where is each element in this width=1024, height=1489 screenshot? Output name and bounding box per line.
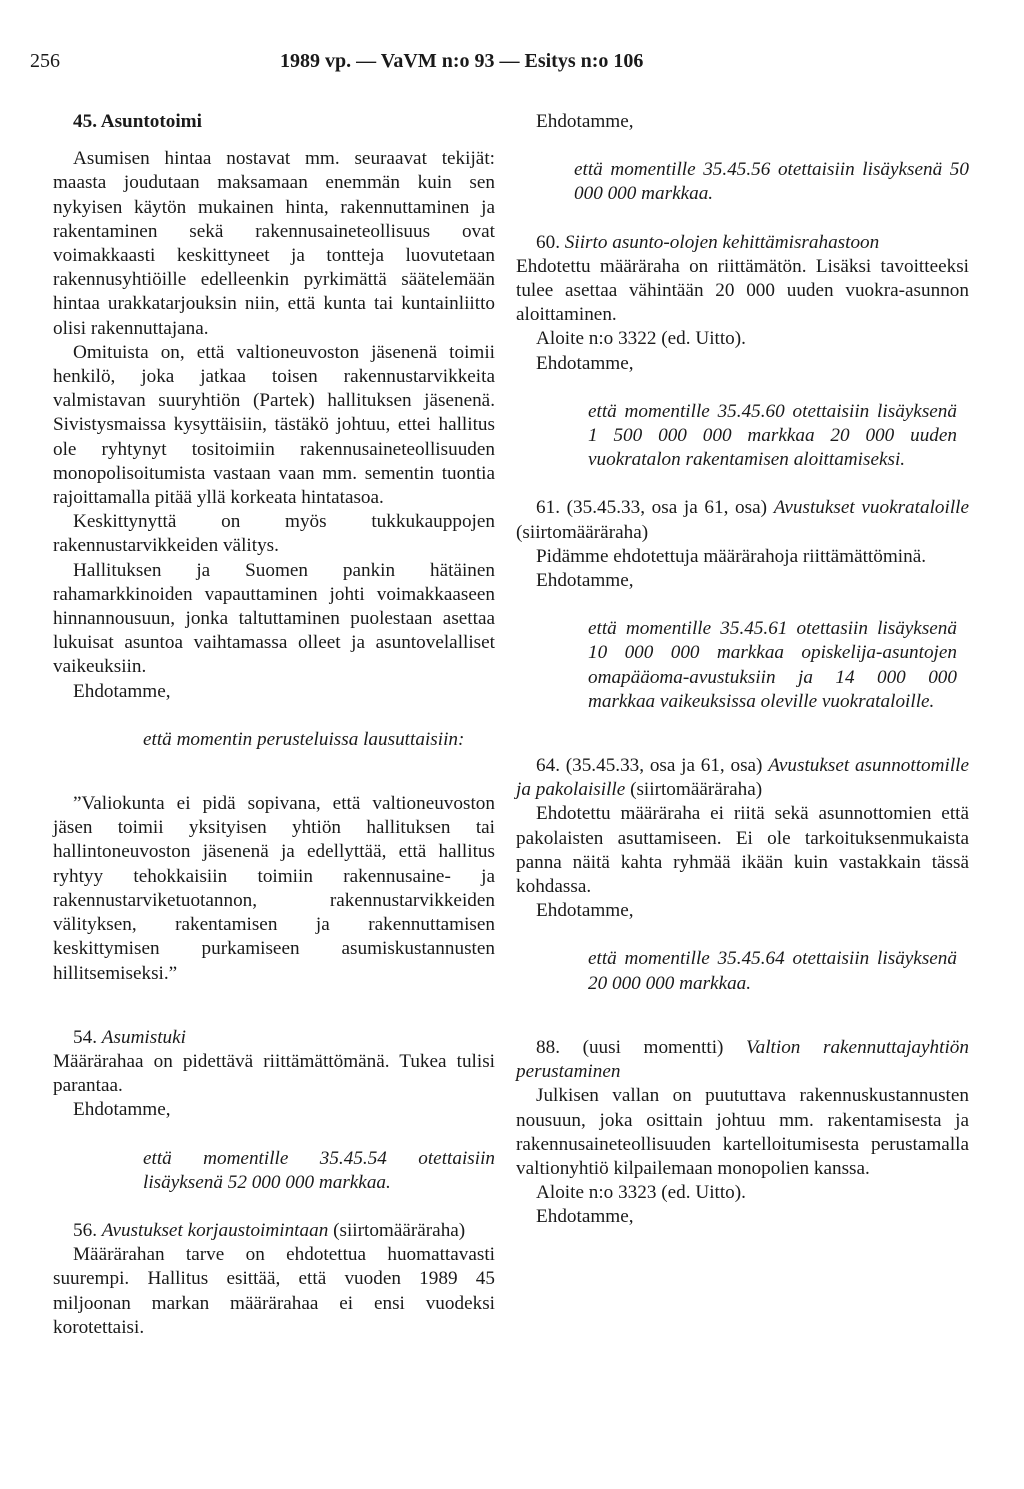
section-number: 60. (536, 231, 560, 253)
section-number: 64. (35.45.33, osa ja 61, osa) (536, 755, 763, 777)
page-number: 256 (30, 50, 60, 72)
section-54-heading (53, 1026, 495, 1050)
proposal-text: että momentille 35.45.60 otettaisiin lisäyksenä 1 500 000 000 markkaa 20 000 uuden vuokratalon rakentamisen aloittamiseksi. (588, 400, 957, 471)
paragraph: Asumisen hintaa nostavat mm. seuraavat tekijät: maasta joudutaan maksamaan enemmän kuin sen nykyisen käytön mukainen hinta, rakennuttaminen ja rakentaminen sekä rakennusaineteollisuus ovat voimakkaasti keskittyneet ja tontteja luovutetaan rakennusyhtiöille edelleenkin pyrkimättä säätelemään hintaa urakkatarjouksin niin, että kunta tai kuntainliitto olisi rakennuttajana. (53, 148, 495, 339)
paragraph: Omituista on, että valtioneuvoston jäsenenä toimii henkilö, joka jatkaa toisen rakennustarvikkeita valmistavan suuryhtiön (Partek) hallituksen jäsenenä. Sivistysmaissa kysyttäisiin, tästäkö johtuu, ettei hallitus ole ryhtynyt tositoimiin rakennusaineteollisuuden monopolisoitumista vastaan vaan mm. sementin tuontia rajoittamalla pitää yllä korkeata hintatasoa. (53, 341, 495, 509)
section-note: (siirtomääräraha) (516, 521, 649, 543)
section-title: Siirto asunto-olojen kehittämisrahastoon (564, 231, 880, 253)
proposal-intro: Ehdotamme, (536, 111, 634, 132)
paragraph: Hallituksen ja Suomen pankin hätäinen rahamarkkinoiden vapauttaminen johti voimakkaaseen hinnannousuun, jonka taltuttaminen puolestaan asettaa lukuisat asuntoa vaihtamassa olleet ja asuntovelalliset vaikeuksiin. (53, 559, 495, 678)
paragraph: Aloite n:o 3322 (ed. Uitto). (536, 328, 746, 350)
section-61-heading (516, 496, 969, 544)
section-60-heading (516, 231, 969, 255)
section-heading: 45. Asuntotoimi (73, 111, 202, 132)
proposal-text: että momentille 35.45.64 otettaisiin lisäyksenä 20 000 000 markkaa. (588, 948, 957, 994)
proposal-text: että momentille 35.45.54 otettaisiin lisäyksenä 52 000 000 markkaa. (143, 1147, 495, 1193)
left-column (53, 110, 495, 1340)
paragraph: Pidämme ehdotettuja määrärahoja riittämättöminä. (536, 545, 927, 567)
committee-quote: ”Valiokunta ei pidä sopivana, että valtioneuvoston jäsen toimii yksityisen yhtiön hallituksen tai hallintoneuvoston jäsenenä ja edellyttää, että hallitus ryhtyy tehokkaisiin toimiin rakennusaine- ja rakennustarviketuotannon, rakennustarvikkeiden välityksen, rakentamisen ja rakennuttamisen keskittymisen purkamiseen asumiskustannusten hillitsemiseksi.” (53, 793, 495, 984)
section-number: 61. (35.45.33, osa ja 61, osa) (536, 497, 768, 519)
section-title: Valtion rakennuttajayhtiön perustaminen (516, 1036, 969, 1083)
right-column (516, 110, 969, 1230)
paragraph: Määrärahan tarve on ehdotettua huomattavasti suurempi. Hallitus esittää, että vuoden 1989 45 miljoonan markan määrärahaa ei ensi vuodeksi korotettaisi. (53, 1244, 495, 1338)
proposal-text: että momentille 35.45.61 otettasiin lisäyksenä 10 000 000 markkaa opiskelija-asuntojen omapääoma-avustuksiin ja 14 000 000 markkaa vaikeuksissa oleville vuokrataloille. (588, 618, 957, 712)
paragraph: Ehdotettu määräraha ei riitä sekä asunnottomien että pakolaisten asuttamiseen. Ei ole tarkoituksenmukaista panna näitä kahta ryhmää ikään kuin vastakkain tässä kohdassa. (516, 803, 969, 898)
section-title: Avustukset korjaustoimintaan (101, 1219, 329, 1241)
section-note: (siirtomääräraha) (630, 779, 763, 801)
section-number: 88. (uusi momentti) (536, 1036, 724, 1058)
proposal-intro: Ehdotamme, (73, 1099, 171, 1121)
proposal-intro: Ehdotamme, (73, 680, 171, 702)
section-64-heading (516, 754, 969, 802)
section-title: Asumistuki (101, 1026, 186, 1048)
paragraph: Keskittynyttä on myös tukkukauppojen rakennustarvikkeiden välitys. (53, 511, 495, 557)
section-title: Avustukset vuokrataloille (773, 497, 970, 519)
running-head: 1989 vp. — VaVM n:o 93 — Esitys n:o 106 (280, 50, 644, 72)
section-88-heading (516, 1036, 969, 1084)
paragraph: Julkisen vallan on puututtava rakennuskustannusten nousuun, joka osittain johtuu mm. rakentamisesta ja rakennusaineteollisuuden kartelloitumisesta perustamalla valtionyhtiö kilpailemaan monopolien kanssa. (516, 1085, 969, 1179)
section-number: 56. (73, 1219, 97, 1241)
proposal-intro: Ehdotamme, (536, 1206, 634, 1228)
paragraph: Aloite n:o 3323 (ed. Uitto). (536, 1182, 746, 1204)
proposal-text: että momentille 35.45.56 otettaisiin lisäyksenä 50 000 000 markkaa. (574, 159, 969, 205)
proposal-text: että momentin perusteluissa lausuttaisiin: (143, 728, 465, 750)
section-56-heading (53, 1219, 495, 1243)
page-header (0, 50, 1024, 80)
proposal-intro: Ehdotamme, (536, 900, 634, 922)
proposal-intro: Ehdotamme, (536, 352, 634, 374)
section-note: (siirtomääräraha) (333, 1219, 466, 1241)
section-number: 54. (73, 1026, 97, 1048)
section-title: Avustukset asunnottomille ja pakolaisille (516, 755, 970, 801)
paragraph: Ehdotettu määräraha on riittämätön. Lisäksi tavoitteeksi tulee asettaa vähintään 20 000 uuden vuokra-asunnon aloittaminen. (516, 255, 969, 326)
paragraph: Määrärahaa on pidettävä riittämättömänä. Tukea tulisi parantaa. (53, 1050, 495, 1097)
proposal-intro: Ehdotamme, (536, 570, 634, 592)
